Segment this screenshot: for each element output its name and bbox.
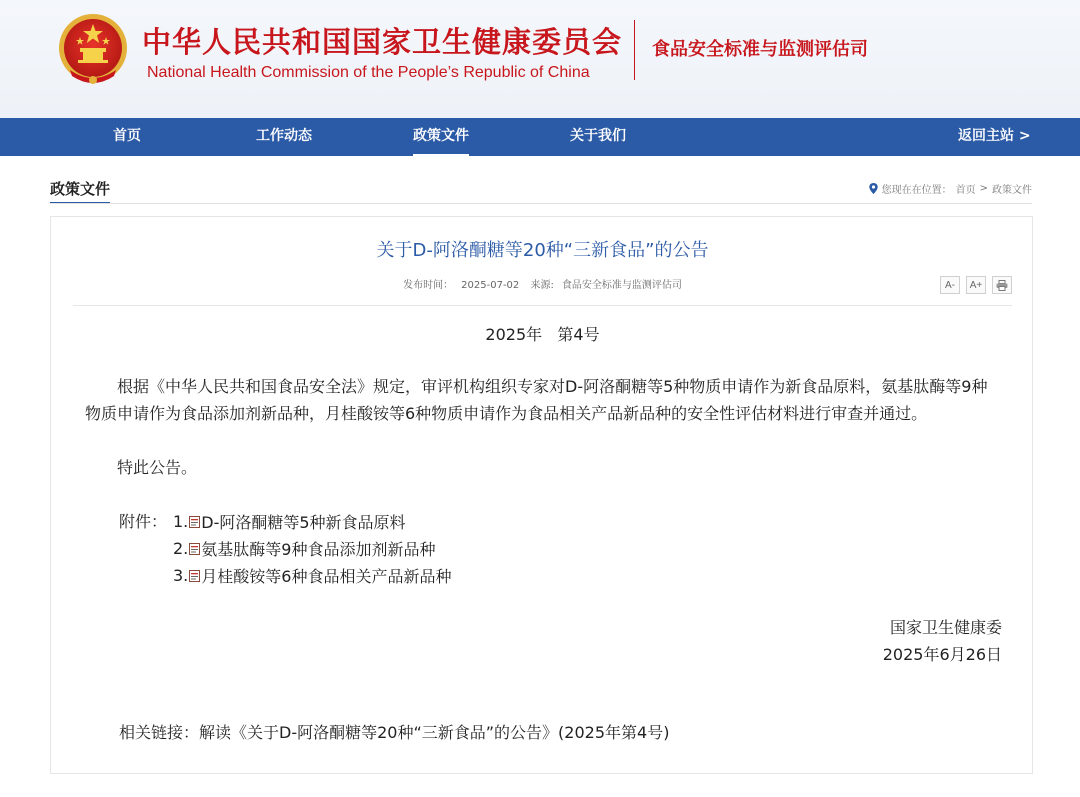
article-tools [940, 276, 1012, 294]
article-body: 根据《中华人民共和国食品安全法》规定，审评机构组织专家对D-阿洛酮糖等5种物质申请作为新食品原料，氨基肽酶等9种物质申请作为食品添加剂新品种，月桂酸铵等6种物质申请作为食品相关产品新品种的安全性评估材料进行审查并通过。 [85, 377, 988, 423]
article-closing: 特此公告。 [117, 458, 198, 477]
department-name[interactable]: 食品安全标准与监测评估司 [652, 39, 868, 60]
attachment-link[interactable]: 氨基肽酶等9种食品添加剂新品种 [201, 540, 436, 559]
publish-date: 2025-07-02 [461, 280, 520, 291]
source-name: 食品安全标准与监测评估司 [561, 280, 682, 291]
sign-date: 2025年6月26日 [882, 645, 1002, 664]
attachments-list [173, 508, 451, 589]
nav-item-home[interactable]: 首页 [113, 128, 141, 144]
article-card [50, 216, 1033, 774]
related-links [119, 720, 669, 743]
site-title-cn[interactable]: 中华人民共和国国家卫生健康委员会 [142, 25, 623, 59]
main-nav [0, 118, 1080, 156]
location-pin-icon [869, 183, 878, 194]
attachment-link[interactable]: 月桂酸铵等6种食品相关产品新品种 [201, 567, 452, 586]
print-icon[interactable] [992, 276, 1012, 294]
file-attachment-icon [189, 516, 200, 528]
attachment-number: 1. [173, 512, 189, 531]
breadcrumb-separator: > [979, 183, 988, 194]
breadcrumb-home-link[interactable]: 首页 [955, 185, 976, 196]
attachment-link[interactable]: D-阿洛酮糖等5种新食品原料 [201, 513, 406, 532]
attachment-item[interactable] [173, 535, 451, 562]
nav-item-about-us[interactable]: 关于我们 [570, 128, 626, 144]
nav-item-work-news[interactable]: 工作动态 [256, 128, 312, 144]
attachments-label: 附件： [119, 512, 168, 531]
attachment-item[interactable] [173, 562, 451, 589]
header-divider [634, 20, 635, 80]
site-title-en[interactable]: National Health Commission of the People’s Republic of China [147, 64, 590, 81]
related-links-label: 相关链接： [119, 723, 200, 742]
publish-date-label: 发布时间： [403, 280, 454, 291]
section-title: 政策文件 [50, 178, 110, 204]
font-increase-icon[interactable]: A+ [966, 276, 986, 294]
attachment-number: 3. [173, 566, 189, 585]
site-header [0, 0, 1080, 118]
national-emblem-icon[interactable] [56, 10, 130, 90]
back-to-main-site-link[interactable]: 返回主站 > [958, 128, 1031, 144]
article-title: 关于D-阿洛酮糖等20种“三新食品”的公告 [376, 240, 709, 261]
attachment-number: 2. [173, 539, 189, 558]
breadcrumb-current[interactable]: 政策文件 [992, 185, 1032, 196]
breadcrumb [869, 181, 1032, 196]
nav-item-policy-documents[interactable]: 政策文件 [413, 118, 469, 156]
print-glyph [996, 280, 1008, 291]
signer-name: 国家卫生健康委 [889, 618, 1002, 637]
related-link[interactable]: 解读《关于D-阿洛酮糖等20种“三新食品”的公告》(2025年第4号) [199, 723, 670, 742]
source-label: 来源: [530, 280, 554, 291]
breadcrumb-prefix: 您现在在位置： [881, 185, 952, 196]
signature-block [883, 614, 1002, 668]
file-attachment-icon [189, 570, 200, 582]
article-meta [51, 276, 1034, 291]
attachment-item[interactable] [173, 508, 451, 535]
section-divider [50, 203, 1032, 204]
document-number: 2025年 第4号 [485, 325, 600, 344]
font-decrease-icon[interactable]: A- [940, 276, 960, 294]
meta-divider [73, 305, 1012, 306]
file-attachment-icon [189, 543, 200, 555]
